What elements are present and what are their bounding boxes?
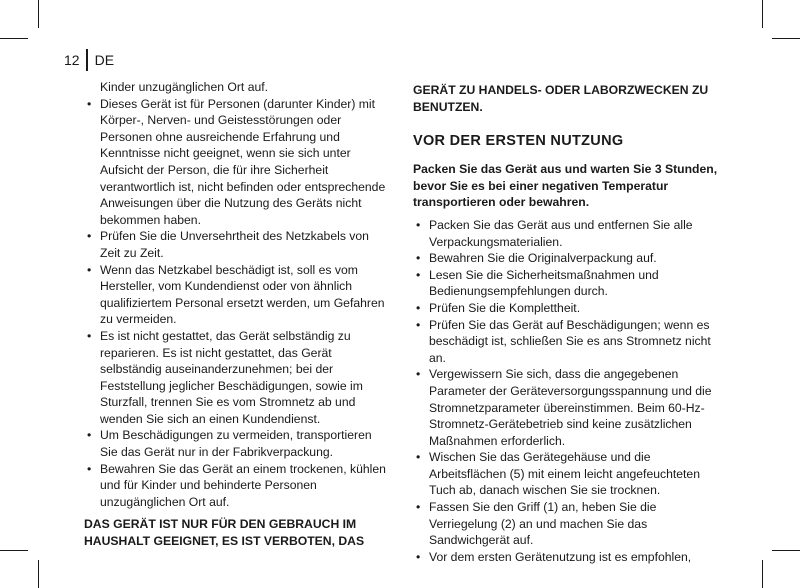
list-item: • Wenn das Netzkabel beschädigt ist, soll es vom Hersteller, vom Kundendienst oder von ähnlich qualifiziertem Personal ersetzt werden, um Gefahren zu vermeiden. [87, 262, 385, 327]
bullet-icon: • [87, 262, 92, 277]
bullet-icon: • [87, 428, 92, 443]
crop-mark [0, 38, 28, 39]
list-item: • Fassen Sie den Griff (1) an, heben Sie die Verriegelung (2) an und machen Sie das Sandwichgerät auf. [416, 500, 657, 548]
list-item: • Wischen Sie das Gerätegehäuse und die Arbeitsflächen (5) mit einem leicht angefeuchteten Tuch ab, danach wischen Sie sie trocknen. [416, 450, 700, 498]
list-item: • Bewahren Sie das Gerät an einem trockenen, kühlen und für Kinder und behinderte Personen unzugänglichen Ort auf. [87, 461, 386, 509]
language-label: DE [94, 52, 115, 68]
bullet-icon: • [87, 461, 92, 476]
bullet-icon: • [416, 549, 421, 564]
bullet-icon: • [87, 229, 92, 244]
list-item: • Bewahren Sie die Originalverpackung auf. [416, 251, 657, 266]
bullet-icon: • [416, 500, 421, 515]
household-warning-continued: GERÄT ZU HANDELS- ODER LABORZWECKEN ZU BENUTZEN. [413, 83, 709, 114]
list-item: • Prüfen Sie das Gerät auf Beschädigungen; wenn es beschädigt ist, schließen Sie es ans Stromnetz nicht an. [416, 317, 711, 365]
section-title: VOR DER ERSTEN NUTZUNG [413, 133, 624, 150]
bullet-icon: • [416, 450, 421, 465]
section-intro: Packen Sie das Gerät aus und warten Sie 3 Stunden, bevor Sie es bei einer negativen Temperatur transportieren oder bewahren. [413, 162, 718, 210]
bullet-icon: • [416, 367, 421, 382]
bullet-icon: • [416, 317, 421, 332]
crop-mark [772, 550, 800, 551]
list-item: • Es ist nicht gestattet, das Gerät selbständig zu reparieren. Es ist nicht gestattet, das Gerät selbständig auseinanderzunehmen; bei der Feststellung jeglicher Beschädigungen, sowie im Sturzfall, trennen Sie es vom Stromnetz ab und wenden Sie sich an einen Kundendienst. [87, 328, 363, 426]
crop-mark [772, 38, 800, 39]
bullet-icon: • [416, 300, 421, 315]
bullet-icon: • [87, 96, 92, 111]
list-item: • Dieses Gerät ist für Personen (darunter Kinder) mit Körper-, Nerven- und Geistesstörungen oder Personen ohne ausreichende Erfahrung und Kenntnisse nicht geeignet, wenn sie sich unter Aufsicht der Person, die für ihre Sicherheit verantwortlich ist, nicht befinden oder entsprechende Anweisungen über die Nutzung des Geräts nicht bekommen haben. [87, 96, 386, 227]
list-item: • Vor dem ersten Gerätenutzung ist es empfohlen, [416, 549, 692, 564]
list-item: • Prüfen Sie die Komplettheit. [416, 300, 581, 315]
list-item: • Packen Sie das Gerät aus und entfernen Sie alle Verpackungsmaterialien. [416, 217, 693, 249]
crop-mark [762, 0, 763, 28]
household-warning: DAS GERÄT IST NUR FÜR DEN GEBRAUCH IM HAUSHALT GEEIGNET, ES IST VERBOTEN, DAS [84, 517, 365, 549]
continued-text: Kinder unzugänglichen Ort auf. [100, 80, 269, 94]
header-divider [86, 49, 88, 71]
safety-list [84, 96, 388, 511]
bullet-icon: • [416, 251, 421, 266]
bullet-icon: • [416, 217, 421, 232]
bullet-icon: • [416, 267, 421, 282]
list-item: • Um Beschädigungen zu vermeiden, transportieren Sie das Gerät nur in der Fabrikverpackung. [87, 428, 372, 460]
page-header [64, 48, 114, 72]
crop-mark [38, 0, 39, 28]
crop-mark [0, 550, 28, 551]
first-use-list [413, 217, 725, 565]
list-item: • Vergewissern Sie sich, dass die angegebenen Parameter der Geräteversorgungsspannung und die Stromnetzparameter übereinstimmen. Beim 60-Hz-Stromnetz-Gerätebetrieb sind keine zusätzlichen Maßnahmen erforderlich. [416, 367, 712, 448]
bullet-icon: • [87, 328, 92, 343]
left-column [84, 79, 388, 550]
list-item: • Prüfen Sie die Unversehrtheit des Netzkabels von Zeit zu Zeit. [87, 229, 369, 260]
list-item: • Lesen Sie die Sicherheitsmaßnahmen und Bedienungsempfehlungen durch. [416, 267, 659, 299]
page-number: 12 [64, 52, 80, 68]
crop-mark [38, 560, 39, 588]
right-column [413, 82, 725, 565]
crop-mark [762, 560, 763, 588]
